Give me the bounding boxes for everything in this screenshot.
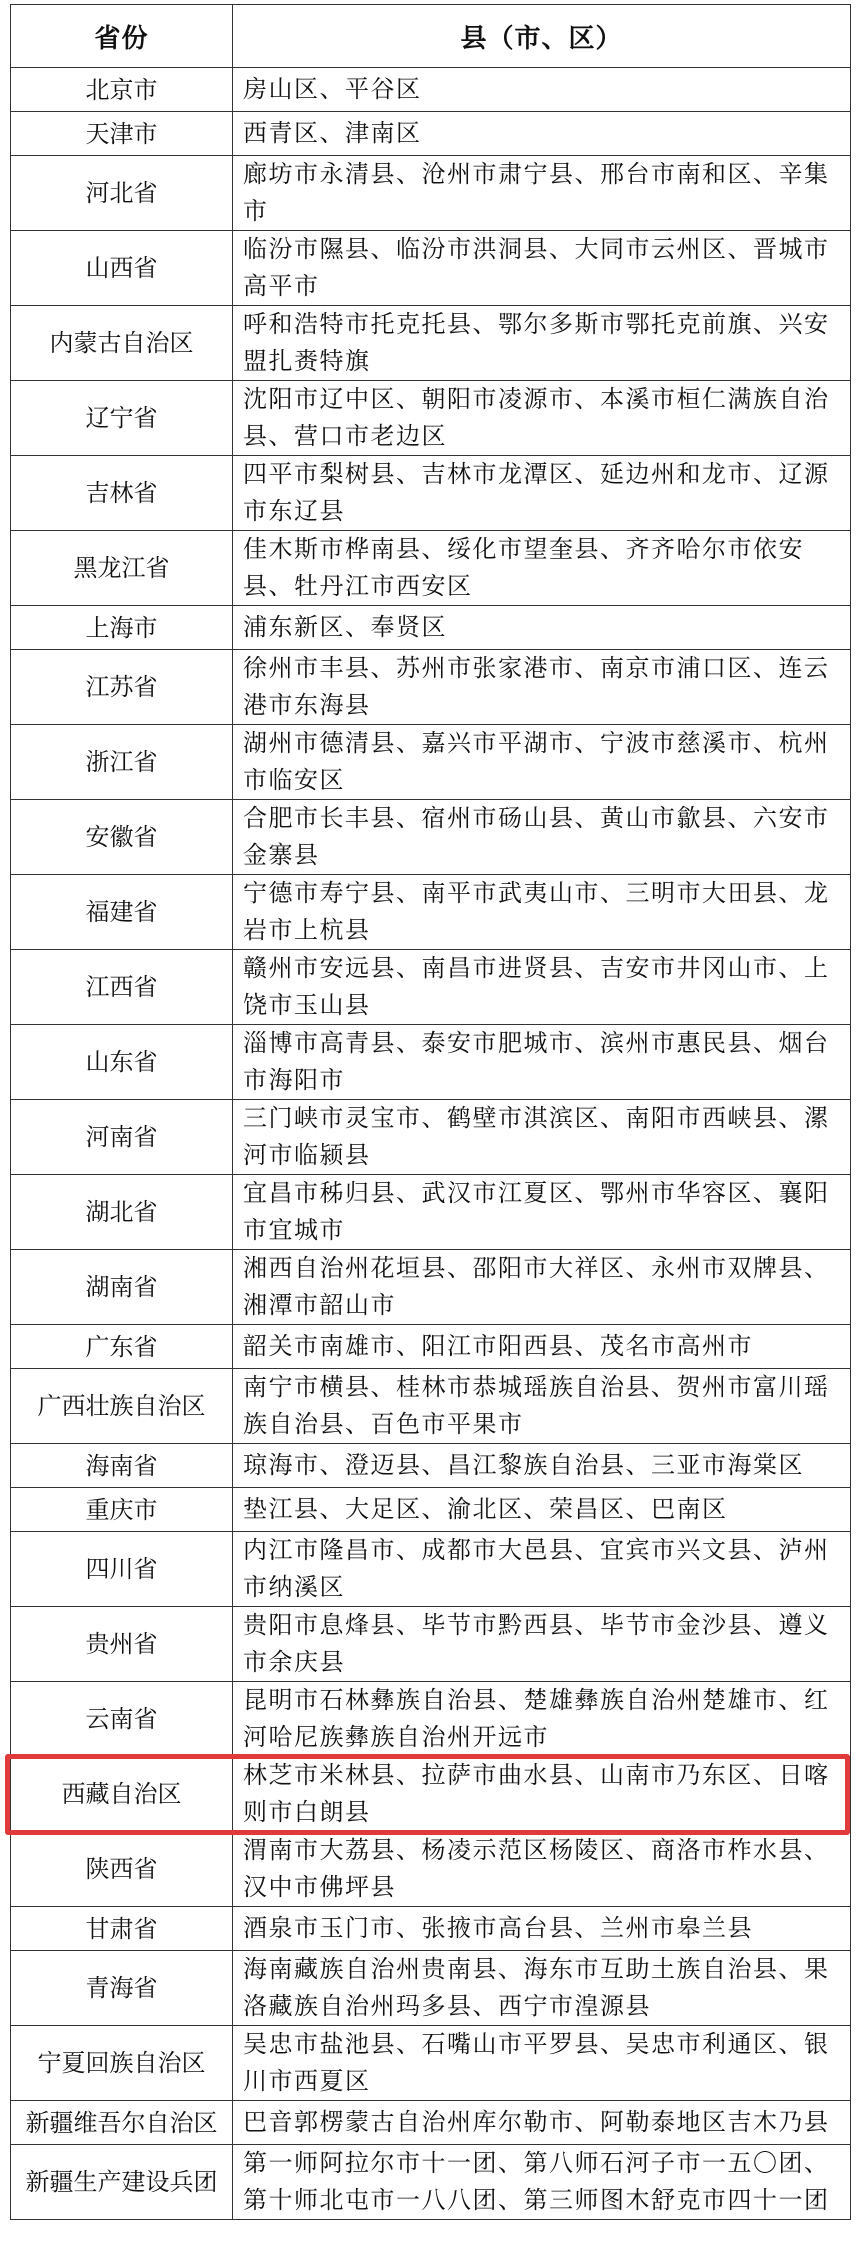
province-cell: 新疆生产建设兵团 — [11, 2145, 233, 2220]
table-row — [11, 1488, 851, 1532]
counties-cell: 呼和浩特市托克托县、鄂尔多斯市鄂托克前旗、兴安盟扎赉特旗 — [233, 306, 851, 381]
province-cell: 山西省 — [11, 231, 233, 306]
province-cell: 海南省 — [11, 1444, 233, 1488]
counties-cell: 第一师阿拉尔市十一团、第八师石河子市一五〇团、第十师北屯市一八八团、第三师图木舒克市四十一团 — [233, 2145, 851, 2220]
table-row — [11, 1250, 851, 1325]
table-row — [11, 68, 851, 112]
province-cell: 黑龙江省 — [11, 531, 233, 606]
province-cell: 河北省 — [11, 156, 233, 231]
province-cell: 内蒙古自治区 — [11, 306, 233, 381]
header-county: 县（市、区） — [233, 5, 851, 68]
province-cell: 重庆市 — [11, 1488, 233, 1532]
province-cell: 西藏自治区 — [11, 1757, 233, 1832]
counties-cell: 淄博市高青县、泰安市肥城市、滨州市惠民县、烟台市海阳市 — [233, 1025, 851, 1100]
table-row — [11, 456, 851, 531]
province-cell: 云南省 — [11, 1682, 233, 1757]
table-row — [11, 2101, 851, 2145]
counties-cell: 浦东新区、奉贤区 — [233, 606, 851, 650]
province-cell: 甘肃省 — [11, 1907, 233, 1951]
counties-cell: 酒泉市玉门市、张掖市高台县、兰州市皋兰县 — [233, 1907, 851, 1951]
table-row — [11, 381, 851, 456]
province-cell: 陕西省 — [11, 1832, 233, 1907]
counties-cell: 赣州市安远县、南昌市进贤县、吉安市井冈山市、上饶市玉山县 — [233, 950, 851, 1025]
counties-cell: 佳木斯市桦南县、绥化市望奎县、齐齐哈尔市依安县、牡丹江市西安区 — [233, 531, 851, 606]
counties-cell: 廊坊市永清县、沧州市肃宁县、邢台市南和区、辛集市 — [233, 156, 851, 231]
province-cell: 辽宁省 — [11, 381, 233, 456]
province-cell: 广西壮族自治区 — [11, 1369, 233, 1444]
table-row — [11, 606, 851, 650]
province-cell: 青海省 — [11, 1951, 233, 2026]
counties-cell: 宜昌市秭归县、武汉市江夏区、鄂州市华容区、襄阳市宜城市 — [233, 1175, 851, 1250]
table-row — [11, 531, 851, 606]
counties-cell: 湘西自治州花垣县、邵阳市大祥区、永州市双牌县、湘潭市韶山市 — [233, 1250, 851, 1325]
province-cell: 四川省 — [11, 1532, 233, 1607]
table-row — [11, 1325, 851, 1369]
table-body — [11, 68, 851, 2220]
province-cell: 天津市 — [11, 112, 233, 156]
counties-cell: 临汾市隰县、临汾市洪洞县、大同市云州区、晋城市高平市 — [233, 231, 851, 306]
table-row — [11, 800, 851, 875]
province-cell: 吉林省 — [11, 456, 233, 531]
table-row — [11, 306, 851, 381]
header-province: 省份 — [11, 5, 233, 68]
table-row — [11, 875, 851, 950]
counties-cell: 内江市隆昌市、成都市大邑县、宜宾市兴文县、泸州市纳溪区 — [233, 1532, 851, 1607]
province-cell: 上海市 — [11, 606, 233, 650]
province-cell: 湖南省 — [11, 1250, 233, 1325]
table-row — [11, 650, 851, 725]
table-row — [11, 1100, 851, 1175]
table-row — [11, 725, 851, 800]
table-row — [11, 1757, 851, 1832]
table-row — [11, 231, 851, 306]
counties-cell: 海南藏族自治州贵南县、海东市互助土族自治县、果洛藏族自治州玛多县、西宁市湟源县 — [233, 1951, 851, 2026]
table-row — [11, 2145, 851, 2220]
table-row — [11, 1444, 851, 1488]
table-row — [11, 1607, 851, 1682]
counties-cell: 垫江县、大足区、渝北区、荣昌区、巴南区 — [233, 1488, 851, 1532]
counties-cell: 吴忠市盐池县、石嘴山市平罗县、吴忠市利通区、银川市西夏区 — [233, 2026, 851, 2101]
province-cell: 广东省 — [11, 1325, 233, 1369]
table-row — [11, 156, 851, 231]
counties-cell: 徐州市丰县、苏州市张家港市、南京市浦口区、连云港市东海县 — [233, 650, 851, 725]
counties-cell: 房山区、平谷区 — [233, 68, 851, 112]
province-cell: 安徽省 — [11, 800, 233, 875]
counties-cell: 沈阳市辽中区、朝阳市凌源市、本溪市桓仁满族自治县、营口市老边区 — [233, 381, 851, 456]
counties-cell: 巴音郭楞蒙古自治州库尔勒市、阿勒泰地区吉木乃县 — [233, 2101, 851, 2145]
table-header-row — [11, 5, 851, 68]
counties-cell: 韶关市南雄市、阳江市阳西县、茂名市高州市 — [233, 1325, 851, 1369]
province-cell: 宁夏回族自治区 — [11, 2026, 233, 2101]
province-cell: 山东省 — [11, 1025, 233, 1100]
province-cell: 江西省 — [11, 950, 233, 1025]
province-cell: 北京市 — [11, 68, 233, 112]
counties-cell: 贵阳市息烽县、毕节市黔西县、毕节市金沙县、遵义市余庆县 — [233, 1607, 851, 1682]
counties-cell: 渭南市大荔县、杨凌示范区杨陵区、商洛市柞水县、汉中市佛坪县 — [233, 1832, 851, 1907]
table-row — [11, 1532, 851, 1607]
table-row — [11, 1175, 851, 1250]
county-table — [10, 4, 851, 2220]
table-row — [11, 1951, 851, 2026]
table-row — [11, 1832, 851, 1907]
province-cell: 新疆维吾尔自治区 — [11, 2101, 233, 2145]
table-row — [11, 1682, 851, 1757]
counties-cell: 宁德市寿宁县、南平市武夷山市、三明市大田县、龙岩市上杭县 — [233, 875, 851, 950]
province-cell: 贵州省 — [11, 1607, 233, 1682]
table-row — [11, 950, 851, 1025]
counties-cell: 琼海市、澄迈县、昌江黎族自治县、三亚市海棠区 — [233, 1444, 851, 1488]
table-row — [11, 1907, 851, 1951]
province-cell: 浙江省 — [11, 725, 233, 800]
table-row — [11, 1025, 851, 1100]
province-cell: 河南省 — [11, 1100, 233, 1175]
table-row — [11, 2026, 851, 2101]
province-cell: 福建省 — [11, 875, 233, 950]
counties-cell: 合肥市长丰县、宿州市砀山县、黄山市歙县、六安市金寨县 — [233, 800, 851, 875]
counties-cell: 南宁市横县、桂林市恭城瑶族自治县、贺州市富川瑶族自治县、百色市平果市 — [233, 1369, 851, 1444]
counties-cell: 林芝市米林县、拉萨市曲水县、山南市乃东区、日喀则市白朗县 — [233, 1757, 851, 1832]
counties-cell: 西青区、津南区 — [233, 112, 851, 156]
counties-cell: 三门峡市灵宝市、鹤壁市淇滨区、南阳市西峡县、漯河市临颍县 — [233, 1100, 851, 1175]
province-cell: 江苏省 — [11, 650, 233, 725]
counties-cell: 湖州市德清县、嘉兴市平湖市、宁波市慈溪市、杭州市临安区 — [233, 725, 851, 800]
counties-cell: 四平市梨树县、吉林市龙潭区、延边州和龙市、辽源市东辽县 — [233, 456, 851, 531]
counties-cell: 昆明市石林彝族自治县、楚雄彝族自治州楚雄市、红河哈尼族彝族自治州开远市 — [233, 1682, 851, 1757]
table-row — [11, 112, 851, 156]
province-cell: 湖北省 — [11, 1175, 233, 1250]
table-row — [11, 1369, 851, 1444]
